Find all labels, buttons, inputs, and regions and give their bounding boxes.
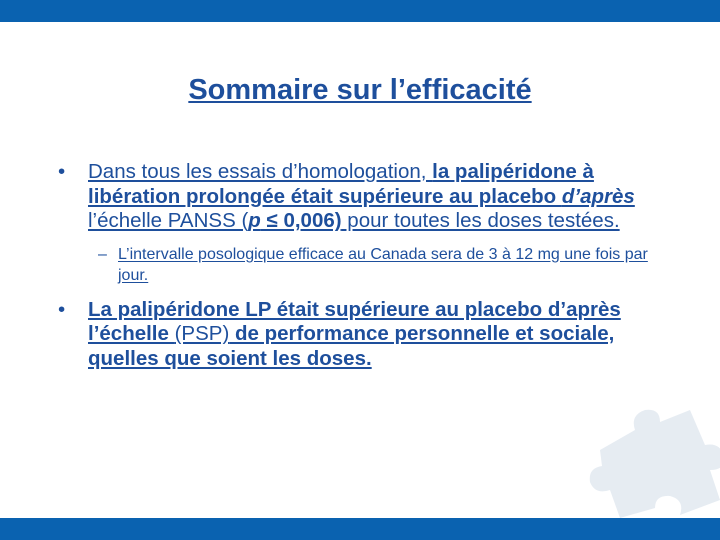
bullet1-text-f: ≤ 0,006)	[260, 209, 342, 232]
bullet2-text-c: de performance personnelle et sociale, quelles que soient les doses.	[88, 322, 615, 370]
bullet1-text-g: pour toutes les doses testées.	[341, 209, 620, 232]
top-accent-bar	[0, 0, 720, 22]
bullet1-text-b: la palipéridone à libération prolongée était supérieure au placebo	[88, 160, 594, 208]
sub-bullet-item	[88, 244, 668, 287]
bullet1-text-a: Dans tous les essais d’homologation,	[88, 160, 433, 183]
bullet-marker: •	[58, 160, 66, 183]
sub-bullet-text: L’intervalle posologique efficace au Canada sera de 3 à 12 mg une fois par jour.	[118, 245, 648, 284]
puzzle-piece-watermark-icon	[560, 390, 720, 520]
bullet1-text-d: l’échelle PANSS (	[88, 209, 249, 232]
bullet2-text-a: La palipéridone LP était supérieure au placebo d’après l’échelle	[88, 297, 621, 345]
bullet1-text-e: p	[248, 209, 261, 232]
slide-title: Sommaire sur l’efficacité	[188, 74, 532, 106]
bottom-accent-bar	[0, 518, 720, 540]
sub-bullet-marker: –	[98, 245, 107, 263]
bullet-item-1	[58, 160, 668, 234]
slide-body	[58, 160, 668, 371]
bullet-marker: •	[58, 297, 66, 321]
bullet1-text-c: d’après	[561, 184, 635, 208]
bullet-item-2	[58, 298, 668, 372]
bullet2-text-b: (PSP)	[174, 322, 230, 345]
